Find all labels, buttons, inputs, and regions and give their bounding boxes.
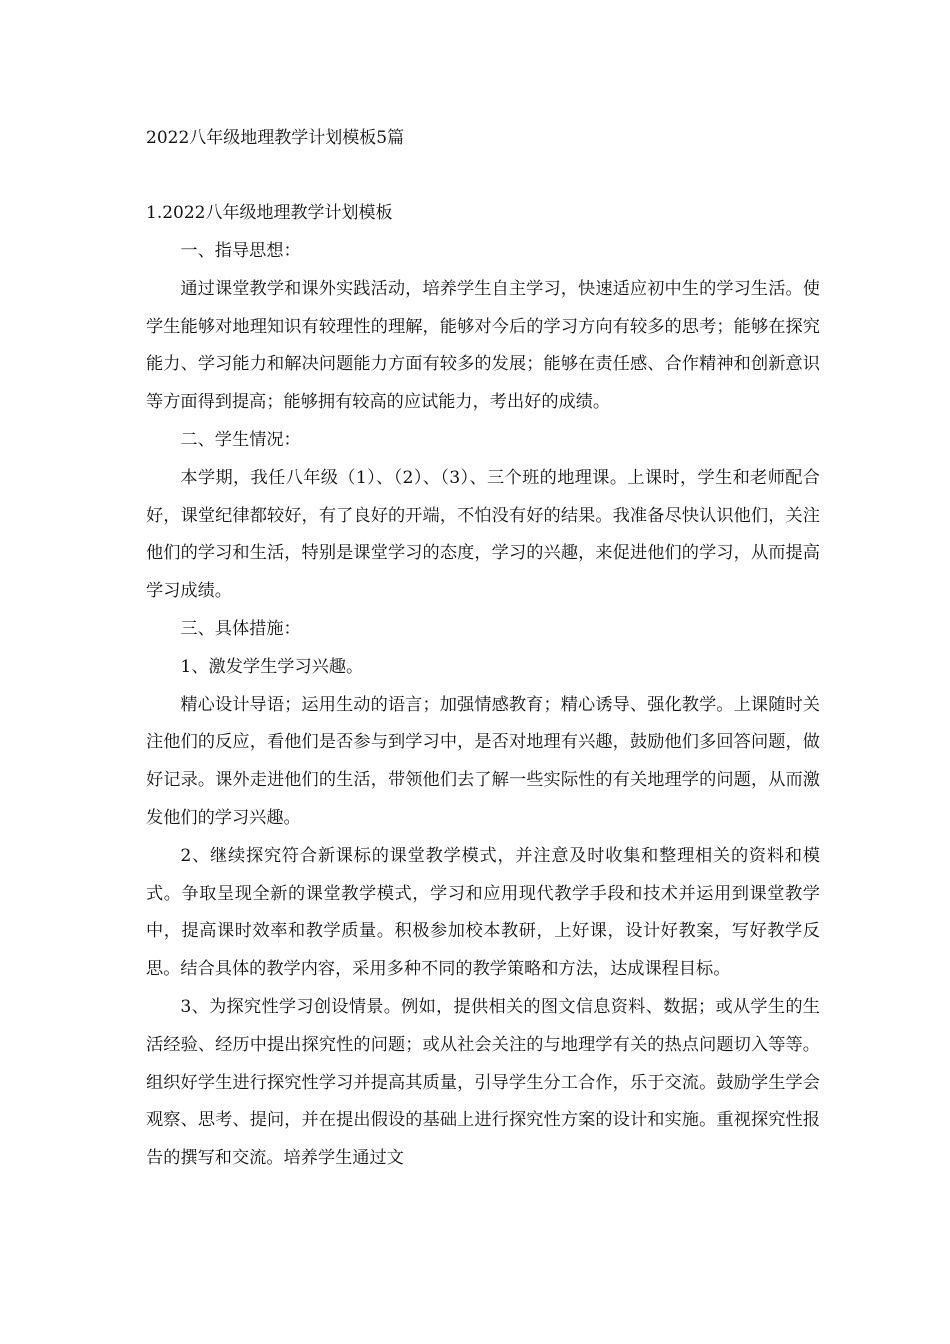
heading-guiding-ideology: 一、指导思想：: [180, 241, 301, 261]
heading-specific-measures: 三、具体措施：: [180, 618, 301, 639]
section-title: 1.2022八年级地理教学计划模板: [146, 203, 393, 223]
heading-student-situation: 二、学生情况：: [180, 429, 301, 450]
paragraph-student-situation: 本学期，我任八年级（1）、（2）、（3）、三个班的地理课。上课时，学生和老师配合好，课堂纪律都较好，有了良好的开端，不怕没有好的结果。我准备尽快认识他们，关注他们的学习和生活，特别是课堂学习的态度，学习的兴趣，来促进他们的学习，从而提高学习成绩。: [146, 467, 820, 602]
measure-1-paragraph: 精心设计导语；运用生动的语言；加强情感教育；精心诱导、强化教学。上课随时关注他们的反应，看他们是否参与到学习中，是否对地理有兴趣，鼓励他们多回答问题，做好记录。课外走进他们的生活，带领他们去了解一些实际性的有关地理学的问题，从而激发他们的学习兴趣。: [146, 694, 820, 828]
measure-1-heading: 1、激发学生学习兴趣。: [180, 656, 364, 677]
document-title: 2022八年级地理教学计划模板5篇: [146, 128, 405, 148]
measure-2-paragraph: 2、继续探究符合新课标的课堂教学模式，并注意及时收集和整理相关的资料和模式。争取呈现全新的课堂教学模式，学习和应用现代教学手段和技术并运用到课堂教学中，提高课时效率和教学质量。积极参加校本教研，上好课，设计好教案，写好教学反思。结合具体的教学内容，采用多种不同的教学策略和方法，达成课程目标。: [146, 845, 820, 980]
measure-3-paragraph: 3、为探究性学习创设情景。例如，提供相关的图文信息资料、数据；或从学生的生活经验、经历中提出探究性的问题；或从社会关注的与地理学有关的热点问题切入等等。组织好学生进行探究性学习并提高其质量，引导学生分工合作，乐于交流。鼓励学生学会观察、思考、提问，并在提出假设的基础上进行探究性方案的设计和实施。重视探究性报告的撰写和交流。培养学生通过文: [146, 996, 820, 1169]
document-body: [146, 233, 820, 1178]
paragraph-guiding-ideology: 通过课堂教学和课外实践活动，培养学生自主学习，快速适应初中生的学习生活。使学生能够对地理知识有较理性的理解，能够对今后的学习方向有较多的思考；能够在探究能力、学习能力和解决问题能力方面有较多的发展；能够在责任感、合作精神和创新意识等方面得到提高；能够拥有较高的应试能力，考出好的成绩。: [146, 278, 820, 413]
